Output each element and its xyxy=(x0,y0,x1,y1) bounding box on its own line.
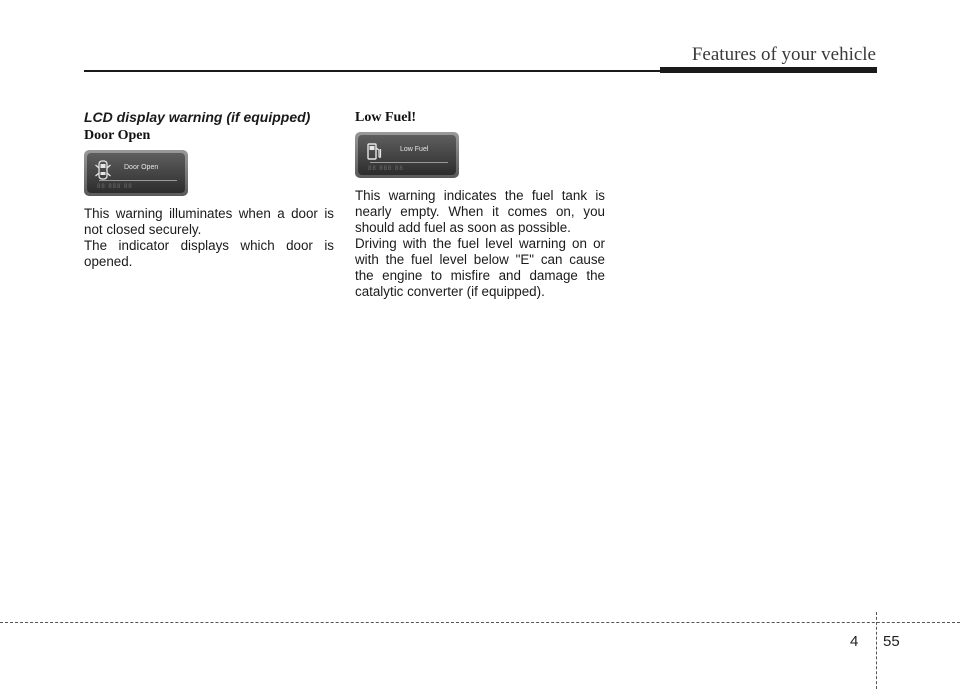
fuel-pump-icon xyxy=(366,141,382,161)
door-open-paragraph-1: This warning illuminates when a door is not closed securely. xyxy=(84,206,334,237)
low-fuel-paragraph-1: This warning indicates the fuel tank is nearly empty. When it comes on, you should add fuel as soon as possible. xyxy=(355,188,605,235)
footer-divider xyxy=(876,612,877,689)
door-open-paragraph-2: The indicator displays which door is opened. xyxy=(84,238,334,269)
lcd-segment-digits: 88 888 88 xyxy=(368,166,404,172)
door-open-lcd-label: Door Open xyxy=(124,164,159,171)
lcd-segment-digits: 88 888 88 xyxy=(97,184,133,190)
low-fuel-heading: Low Fuel! xyxy=(355,110,417,125)
footer-rule xyxy=(0,622,960,623)
page-number: 55 xyxy=(883,633,900,650)
low-fuel-paragraph-2: Driving with the fuel level warning on or with the fuel level below "E" can cause the engine to misfire and damage the catalytic converter (if equipped). xyxy=(355,236,605,299)
lcd-divider xyxy=(99,180,177,181)
door-open-heading: Door Open xyxy=(84,128,151,143)
low-fuel-lcd-label: Low Fuel xyxy=(400,146,429,153)
chapter-number: 4 xyxy=(850,633,859,650)
section-title: LCD display warning (if equipped) xyxy=(84,109,311,125)
page-header-title: Features of your vehicle xyxy=(691,44,876,65)
car-door-open-icon xyxy=(95,159,111,181)
header-rule xyxy=(84,70,660,72)
lcd-divider xyxy=(370,162,448,163)
header-rule-thick xyxy=(660,67,877,73)
door-open-lcd-image xyxy=(84,150,188,196)
low-fuel-lcd-image xyxy=(355,132,459,178)
